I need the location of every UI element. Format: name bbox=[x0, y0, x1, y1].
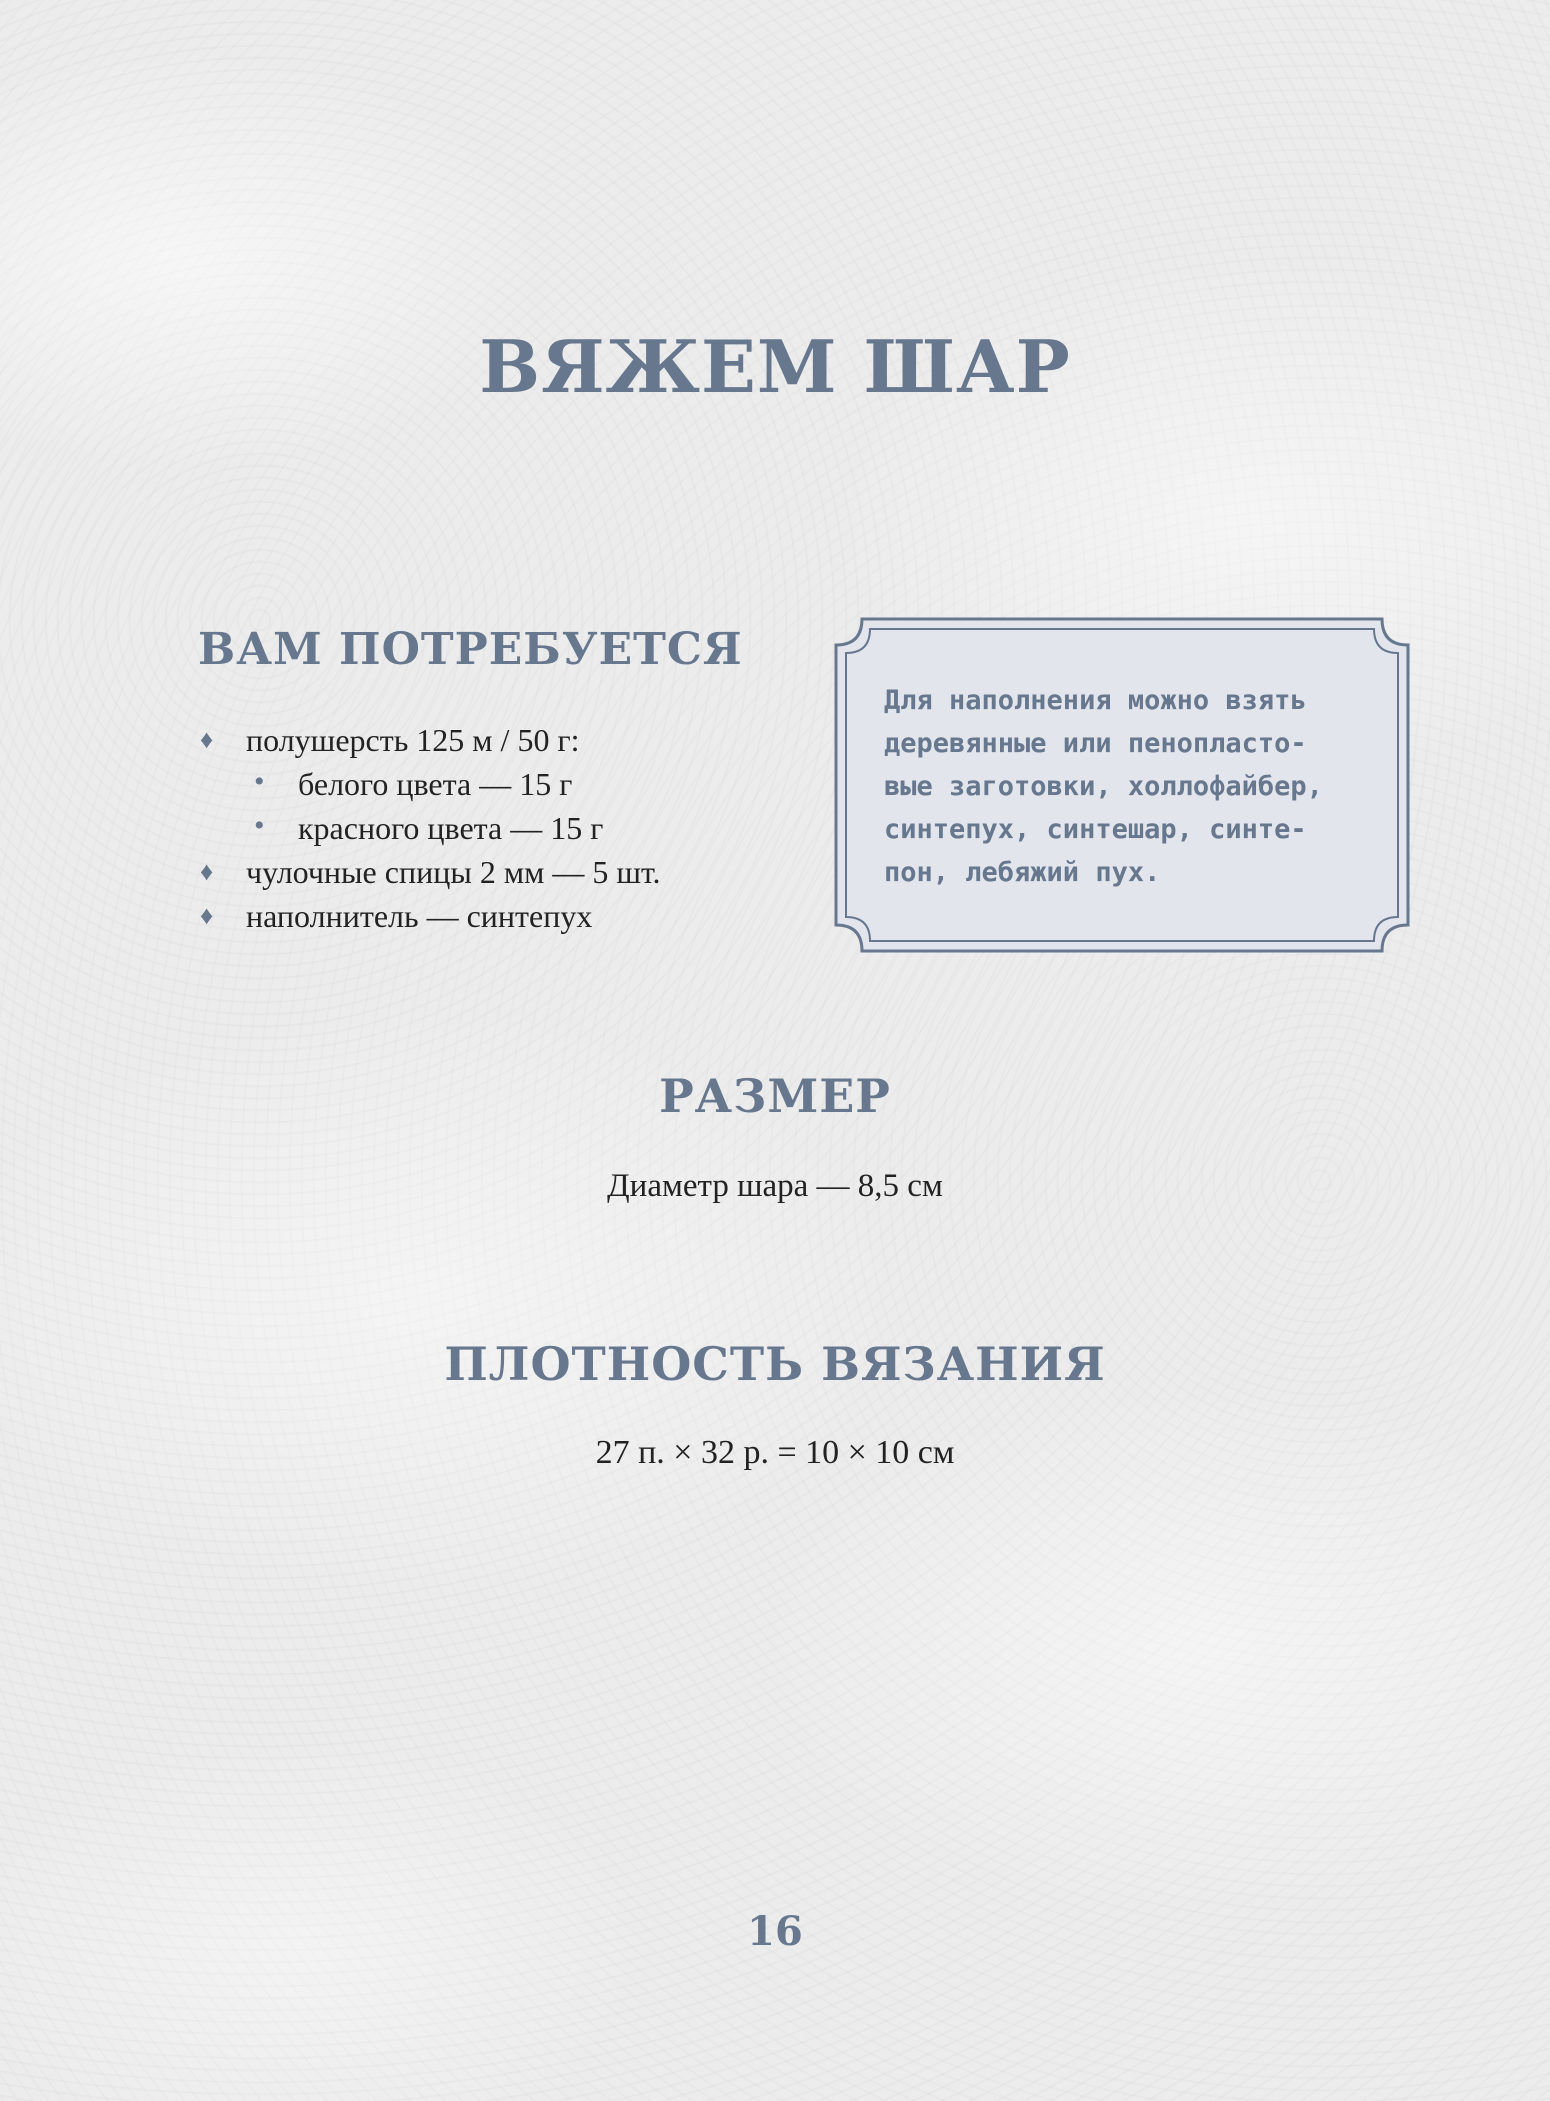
list-item bbox=[198, 718, 661, 762]
page-title: ВЯЖЕМ ШАР bbox=[479, 324, 1071, 409]
material-yarn: полушерсть 125 м / 50 г: bbox=[246, 722, 580, 758]
list-item bbox=[198, 762, 661, 806]
list-item bbox=[198, 850, 661, 894]
material-needles: чулочные спицы 2 мм — 5 шт. bbox=[246, 854, 661, 890]
material-yarn-white: белого цвета — 15 г bbox=[298, 766, 573, 802]
size-heading: РАЗМЕР bbox=[659, 1069, 891, 1123]
note-box bbox=[834, 617, 1410, 953]
dot-bullet-icon: • bbox=[254, 809, 265, 842]
list-item bbox=[198, 806, 661, 850]
size-text: Диаметр шара — 8,5 см bbox=[607, 1168, 943, 1204]
gauge-heading: ПЛОТНОСТЬ ВЯЗАНИЯ bbox=[444, 1337, 1106, 1391]
materials-heading: ВАМ ПОТРЕБУЕТСЯ bbox=[198, 624, 743, 675]
material-yarn-red: красного цвета — 15 г bbox=[298, 810, 604, 846]
gauge-text: 27 п. × 32 р. = 10 × 10 см bbox=[595, 1434, 955, 1471]
diamond-bullet-icon: ♦ bbox=[200, 725, 214, 754]
note-text: Для наполнения можно взять деревянные или пенопласто- вые заготовки, холлофайбер, синтепух, синтешар, синте- пон, лебяжий пух. bbox=[884, 685, 1323, 888]
dot-bullet-icon: • bbox=[254, 765, 265, 798]
list-item bbox=[198, 894, 661, 938]
materials-list bbox=[198, 718, 661, 938]
diamond-bullet-icon: ♦ bbox=[200, 901, 214, 930]
page-number: 16 bbox=[747, 1908, 803, 1955]
material-filling: наполнитель — синтепух bbox=[246, 898, 593, 934]
diamond-bullet-icon: ♦ bbox=[200, 857, 214, 886]
